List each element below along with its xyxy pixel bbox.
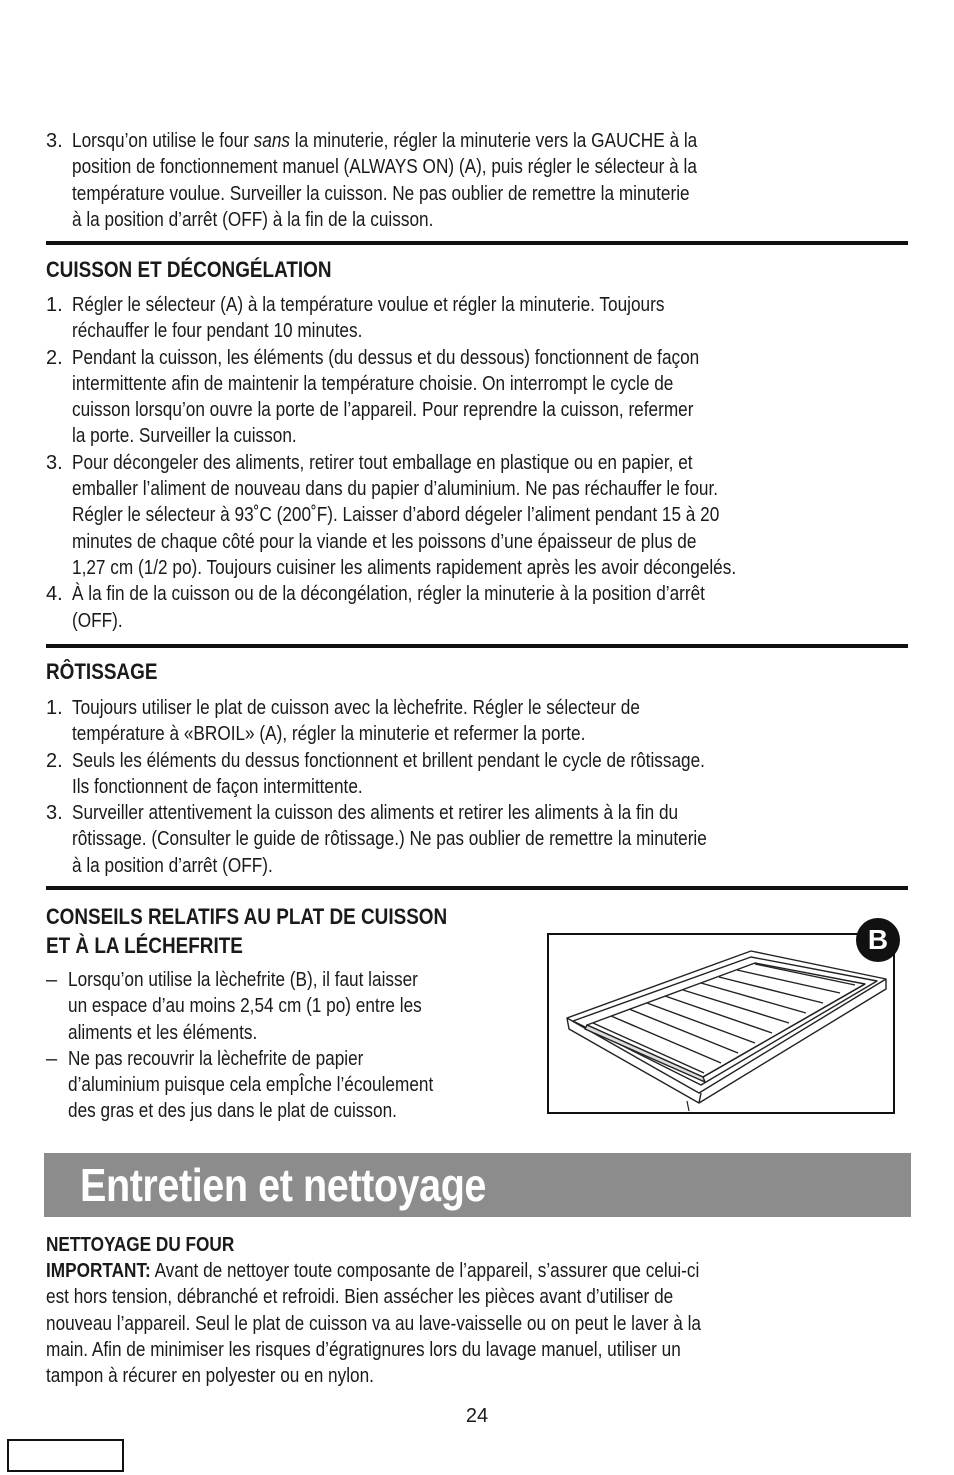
item-line: intermittente afin de maintenir la température choisie. On interrompt le cycle de [72, 372, 674, 395]
item-line: Toujours utiliser le plat de cuisson avec la lèchefrite. Régler le sélecteur de [72, 697, 640, 719]
item-number: 4. [46, 583, 63, 606]
conseils-heading-line1: CONSEILS RELATIFS AU PLAT DE CUISSON [46, 904, 448, 929]
bullet-item [46, 1046, 546, 1125]
item-line: 1,27 cm (1/2 po). Toujours cuisiner les aliments rapidement après les avoir décongelés. [72, 556, 737, 579]
nettoyage-paragraph [46, 1258, 926, 1389]
bullet-line: aliments et les éléments. [68, 1021, 258, 1044]
section-heading-conseils [46, 902, 513, 960]
list-item [46, 800, 926, 879]
footer-box [7, 1439, 124, 1472]
item-line: Seuls les éléments du dessus fonctionnent et brillent pendant le cycle de rôtissage. [72, 749, 705, 772]
bullet-item [46, 967, 546, 1046]
intro-italic-word: sans [253, 130, 290, 152]
intro-text-part2: la minuterie, régler la minuterie vers la GAUCHE à la [289, 130, 698, 152]
dash-bullet: – [46, 1047, 58, 1070]
intro-text-part1: Lorsqu’on utilise le four [72, 130, 254, 152]
item-line: minutes de chaque côté pour la viande et les poissons d’une épaisseur de plus de [72, 530, 697, 553]
intro-line: position de fonctionnement manuel (ALWAYS ON) (A), puis régler le sélecteur à la [72, 156, 697, 179]
page-number: 24 [465, 1405, 489, 1427]
item-line: emballer l’aliment de nouveau dans du papier d’aluminium. Ne pas réchauffer le four. [72, 478, 719, 501]
rotissage-list [46, 695, 926, 879]
list-item [46, 581, 926, 634]
item-line: Ils fonctionnent de façon intermittente. [72, 775, 363, 798]
item-number: 2. [46, 749, 63, 772]
intro-item [46, 128, 926, 233]
nettoyage-line: Avant de nettoyer toute composante de l’appareil, s’assurer que celui-ci [150, 1260, 700, 1282]
item-line: cuisson lorsqu’on ouvre la porte de l’appareil. Pour reprendre la cuisson, refermer [72, 399, 694, 422]
item-number: 1. [46, 294, 63, 316]
item-number: 2. [46, 346, 63, 369]
nettoyage-line: main. Afin de minimiser les risques d’égratignures lors du lavage manuel, utiliser un [46, 1338, 681, 1361]
section-divider [46, 886, 908, 890]
nettoyage-line: tampon à récurer en polyester ou en nylon. [46, 1365, 374, 1388]
section-banner [44, 1153, 911, 1217]
nettoyage-line: nouveau l’appareil. Seul le plat de cuisson va au lave-vaisselle ou on peut le laver à la [46, 1312, 701, 1335]
item-line: température à «BROIL» (A), régler la minuterie et refermer la porte. [72, 723, 586, 746]
item-line: Pendant la cuisson, les éléments (du dessus et du dessous) fonctionnent de façon [72, 346, 700, 369]
figure-label-badge: B [856, 918, 900, 962]
conseils-heading-line2: ET À LA LÉCHEFRITE [46, 933, 243, 958]
item-line: (OFF). [72, 609, 123, 632]
item-line: À la fin de la cuisson ou de la décongélation, régler la minuterie à la position d’arrêt [72, 583, 705, 606]
bullet-line: Ne pas recouvrir la lèchefrite de papier [68, 1047, 364, 1070]
item-line: à la position d’arrêt (OFF). [72, 854, 273, 877]
bullet-line: des gras et des jus dans le plat de cuisson. [68, 1100, 397, 1123]
item-number: 3. [46, 451, 63, 474]
banner-title: Entretien et nettoyage [80, 1159, 487, 1211]
item-line: Régler le sélecteur (A) à la température voulue et régler la minuterie. Toujours [72, 294, 665, 316]
intro-line: à la position d’arrêt (OFF) à la fin de la cuisson. [72, 208, 434, 231]
bullet-line: Lorsqu’on utilise la lèchefrite (B), il faut laisser [68, 969, 418, 991]
list-item [46, 128, 926, 233]
item-line: rôtissage. (Consulter le guide de rôtissage.) Ne pas oublier de remettre la minuterie [72, 828, 707, 851]
section-divider [46, 241, 908, 245]
item-line: la porte. Surveiller la cuisson. [72, 425, 297, 448]
list-item [46, 345, 926, 450]
section-heading-cuisson: CUISSON ET DÉCONGÉLATION [46, 257, 332, 282]
broil-pan-illustration [549, 935, 893, 1112]
item-number: 3. [46, 130, 63, 152]
important-label: IMPORTANT: [46, 1260, 151, 1282]
item-line: Régler le sélecteur à 93˚C (200˚F). Laisser d’abord dégeler l’aliment pendant 15 à 20 [72, 504, 720, 527]
list-item [46, 292, 926, 345]
section-heading-rotissage: RÔTISSAGE [46, 659, 158, 684]
list-item [46, 695, 926, 748]
broil-pan-figure [547, 933, 895, 1114]
bullet-line: d’aluminium puisque cela empÎche l’écoulement [68, 1074, 434, 1097]
list-item [46, 450, 926, 581]
section-heading-nettoyage: NETTOYAGE DU FOUR [46, 1234, 235, 1256]
item-number: 1. [46, 697, 63, 719]
item-line: réchauffer le four pendant 10 minutes. [72, 320, 363, 343]
nettoyage-line: est hors tension, débranché et refroidi. Bien assécher les pièces avant d’utiliser de [46, 1286, 674, 1309]
item-line: Surveiller attentivement la cuisson des aliments et retirer les aliments à la fin du [72, 802, 679, 825]
conseils-list [46, 967, 546, 1125]
item-line: Pour décongeler des aliments, retirer tout emballage en plastique ou en papier, et [72, 451, 693, 474]
section-divider [46, 644, 908, 648]
item-number: 3. [46, 802, 63, 825]
dash-bullet: – [46, 969, 58, 991]
cuisson-list [46, 292, 926, 634]
bullet-line: un espace d’au moins 2,54 cm (1 po) entre les [68, 995, 422, 1018]
intro-line: température voulue. Surveiller la cuisson. Ne pas oublier de remettre la minuterie [72, 182, 690, 205]
list-item [46, 748, 926, 801]
